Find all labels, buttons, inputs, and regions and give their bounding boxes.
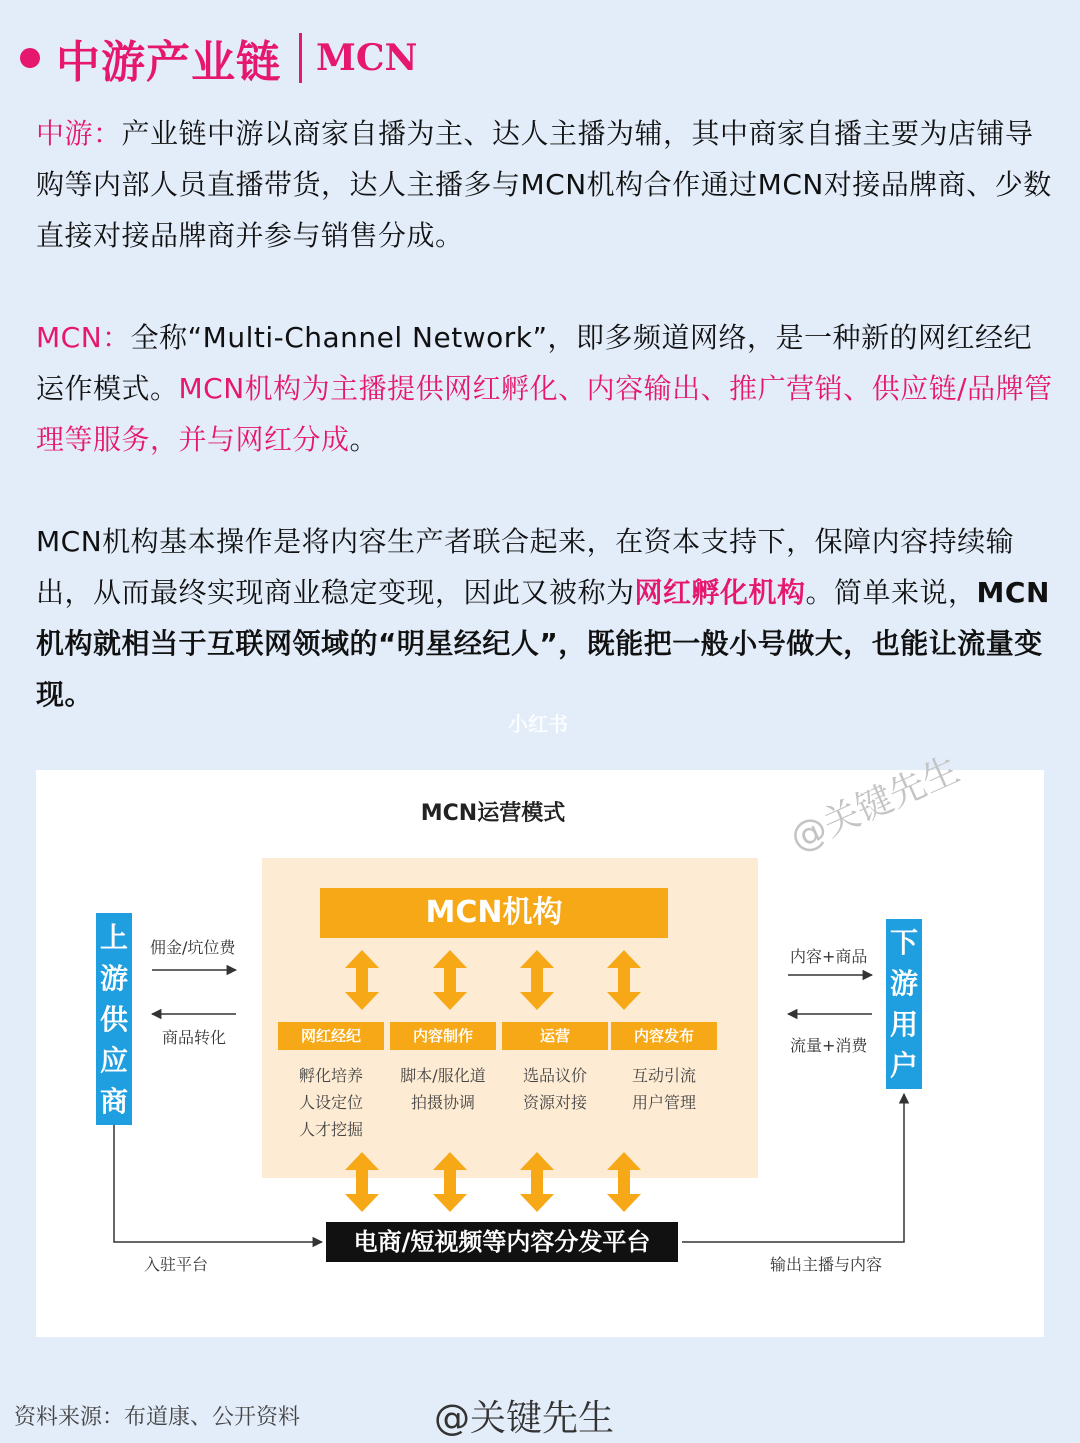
function-item: 人才挖掘 (298, 1120, 363, 1139)
operation-bold: MCN机构就相当于互联网领域的“明星经纪人”，既能把一般小号做大，也能让流量变现。 (36, 576, 1050, 711)
double-arrow-icon (345, 1152, 379, 1212)
function-item: 用户管理 (631, 1093, 696, 1112)
mcn-text: 全称“Multi-Channel Network”，即多频道网络，是一种新的网红经纪运作模式。 (36, 321, 1032, 405)
function-operations: 运营 (502, 1022, 608, 1050)
footer-watermark: @关键先生 (434, 1398, 615, 1439)
downstream-char: 游 (889, 967, 918, 1000)
paragraph-mcn (36, 312, 1056, 465)
function-influencer-management: 网红经纪 (278, 1022, 384, 1050)
double-arrow-icon (520, 950, 554, 1010)
header (20, 28, 417, 88)
bullet-dot-icon (20, 48, 40, 68)
function-item: 人设定位 (298, 1093, 363, 1112)
join-platform-label: 入驻平台 (144, 1255, 209, 1274)
xiaohongshu-watermark: 小红书 (508, 712, 568, 736)
commission-label: 佣金/坑位费 (150, 938, 236, 957)
output-anchor-content-label: 输出主播与内容 (770, 1255, 883, 1274)
operation-text-1: MCN机构基本操作是将内容生产者联合起来，在资本支持下，保障内容持续输出，从而最终实现商业稳定变现，因此又被称为 (36, 525, 1015, 609)
downstream-char: 下 (889, 926, 918, 959)
upstream-char: 供 (99, 1002, 128, 1036)
paragraph-mcn-operation (36, 516, 1056, 720)
upstream-char: 应 (99, 1043, 128, 1077)
conversion-label: 商品转化 (162, 1028, 227, 1047)
mcn-diagram (36, 749, 1044, 1337)
operation-text-2: 。简单来说， (805, 576, 977, 609)
function-content-publishing: 内容发布 (611, 1022, 717, 1050)
midstream-text: 产业链中游以商家自播为主、达人主播为辅，其中商家自播主要为店铺导购等内部人员直播带货，达人主播多与MCN机构合作通过MCN对接品牌商、少数直接对接品牌商并参与销售分成。 (36, 117, 1052, 252)
upstream-char: 上 (99, 920, 128, 954)
function-items-influencer (278, 1062, 384, 1143)
function-item: 脚本/服化道 (400, 1066, 486, 1085)
paragraph-midstream (36, 108, 1056, 261)
double-arrow-icon (607, 950, 641, 1010)
function-item: 选品议价 (522, 1066, 587, 1085)
double-arrow-icon (433, 1152, 467, 1212)
downstream-user-box (886, 919, 922, 1089)
mcn-end: 。 (349, 423, 379, 456)
mcn-highlight: MCN机构为主播提供网红孵化、内容输出、推广营销、供应链/品牌管理等服务，并与网红分成 (36, 372, 1053, 456)
function-content-production: 内容制作 (390, 1022, 496, 1050)
downstream-char: 用 (889, 1008, 918, 1041)
content-goods-label: 内容+商品 (790, 947, 868, 966)
mcn-label: MCN： (36, 321, 131, 354)
function-item: 资源对接 (522, 1093, 587, 1112)
function-items-operations (502, 1062, 608, 1116)
function-item: 孵化培养 (298, 1066, 363, 1085)
distribution-platform-box: 电商/短视频等内容分发平台 (326, 1222, 678, 1262)
source-note: 资料来源：布道康、公开资料 (14, 1405, 301, 1430)
function-item: 互动引流 (631, 1066, 696, 1085)
upstream-supplier-box (96, 913, 132, 1125)
diagram-title: MCN运营模式 (420, 801, 566, 826)
function-items-publishing (611, 1062, 717, 1116)
title-divider (299, 33, 302, 83)
double-arrow-icon (520, 1152, 554, 1212)
double-arrow-icon (433, 950, 467, 1010)
page-title: 中游产业链 (56, 37, 281, 88)
mcn-agency-box: MCN机构 (320, 888, 668, 938)
double-arrow-icon (607, 1152, 641, 1212)
traffic-consumption-label: 流量+消费 (790, 1036, 868, 1055)
diagram-watermark: @关键先生 (784, 749, 966, 860)
function-items-content (390, 1062, 496, 1116)
upstream-char: 游 (99, 961, 128, 995)
page-subtitle: MCN (316, 37, 418, 79)
midstream-label: 中游： (36, 117, 122, 150)
operation-highlight: 网红孵化机构 (634, 576, 806, 609)
double-arrow-icon (345, 950, 379, 1010)
upstream-char: 商 (99, 1084, 128, 1118)
function-item: 拍摄协调 (410, 1093, 475, 1112)
downstream-char: 户 (889, 1049, 918, 1082)
